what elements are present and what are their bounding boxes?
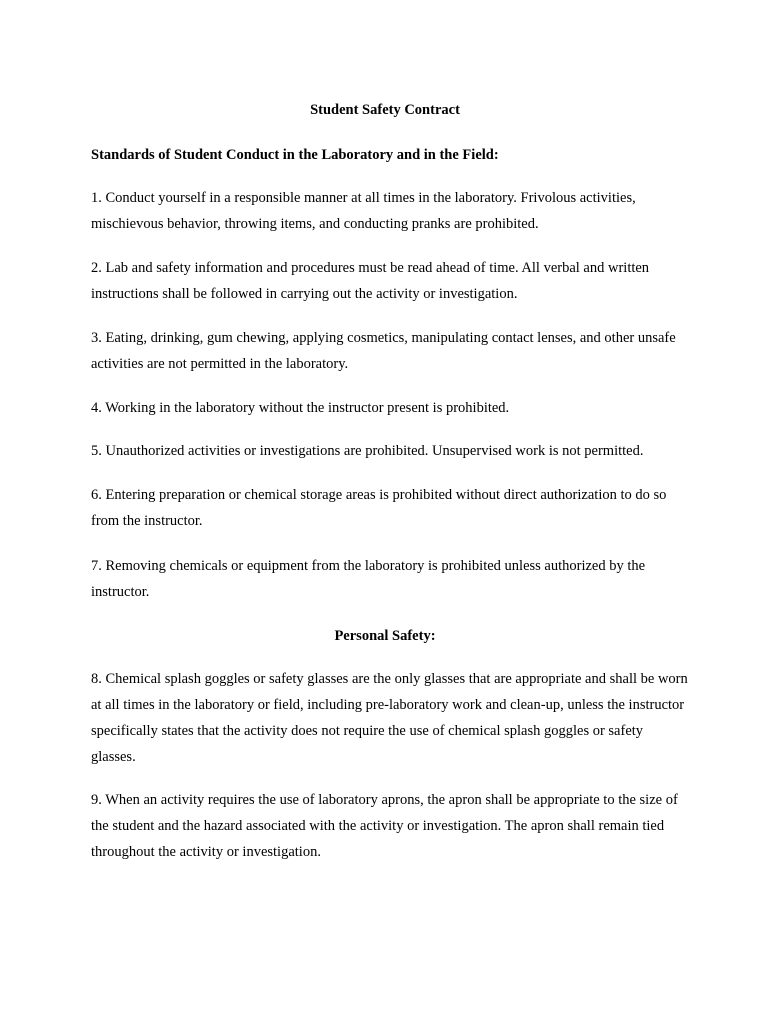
section-heading-personal-safety: Personal Safety:: [334, 628, 436, 644]
document-title: Student Safety Contract: [310, 102, 460, 118]
rule-5: 5. Unauthorized activities or investigations are prohibited. Unsupervised work is not permitted.: [91, 443, 644, 459]
rule-3: 3. Eating, drinking, gum chewing, applying cosmetics, manipulating contact lenses, and other unsafe activities are not permitted in the laboratory.: [91, 330, 676, 372]
rule-1: 1. Conduct yourself in a responsible manner at all times in the laboratory. Frivolous activities, mischievous behavior, throwing items, and conducting pranks are prohibited.: [91, 190, 636, 232]
rule-8: 8. Chemical splash goggles or safety glasses are the only glasses that are appropriate and shall be worn at all times in the laboratory or field, including pre-laboratory work and clean-up, unless the instructor specifically states that the activity does not require the use of chemical splash goggles or safety glasses.: [91, 671, 688, 765]
section-heading-conduct: Standards of Student Conduct in the Laboratory and in the Field:: [91, 147, 499, 163]
rule-6: 6. Entering preparation or chemical storage areas is prohibited without direct authorization to do so from the instructor.: [91, 487, 667, 529]
rule-9: 9. When an activity requires the use of laboratory aprons, the apron shall be appropriate to the size of the student and the hazard associated with the activity or investigation. The apron shall remain tied throughout the activity or investigation.: [91, 792, 678, 860]
rule-2: 2. Lab and safety information and procedures must be read ahead of time. All verbal and written instructions shall be followed in carrying out the activity or investigation.: [91, 260, 650, 302]
rule-7: 7. Removing chemicals or equipment from the laboratory is prohibited unless authorized by the instructor.: [91, 558, 646, 600]
rule-4: 4. Working in the laboratory without the instructor present is prohibited.: [91, 400, 510, 416]
